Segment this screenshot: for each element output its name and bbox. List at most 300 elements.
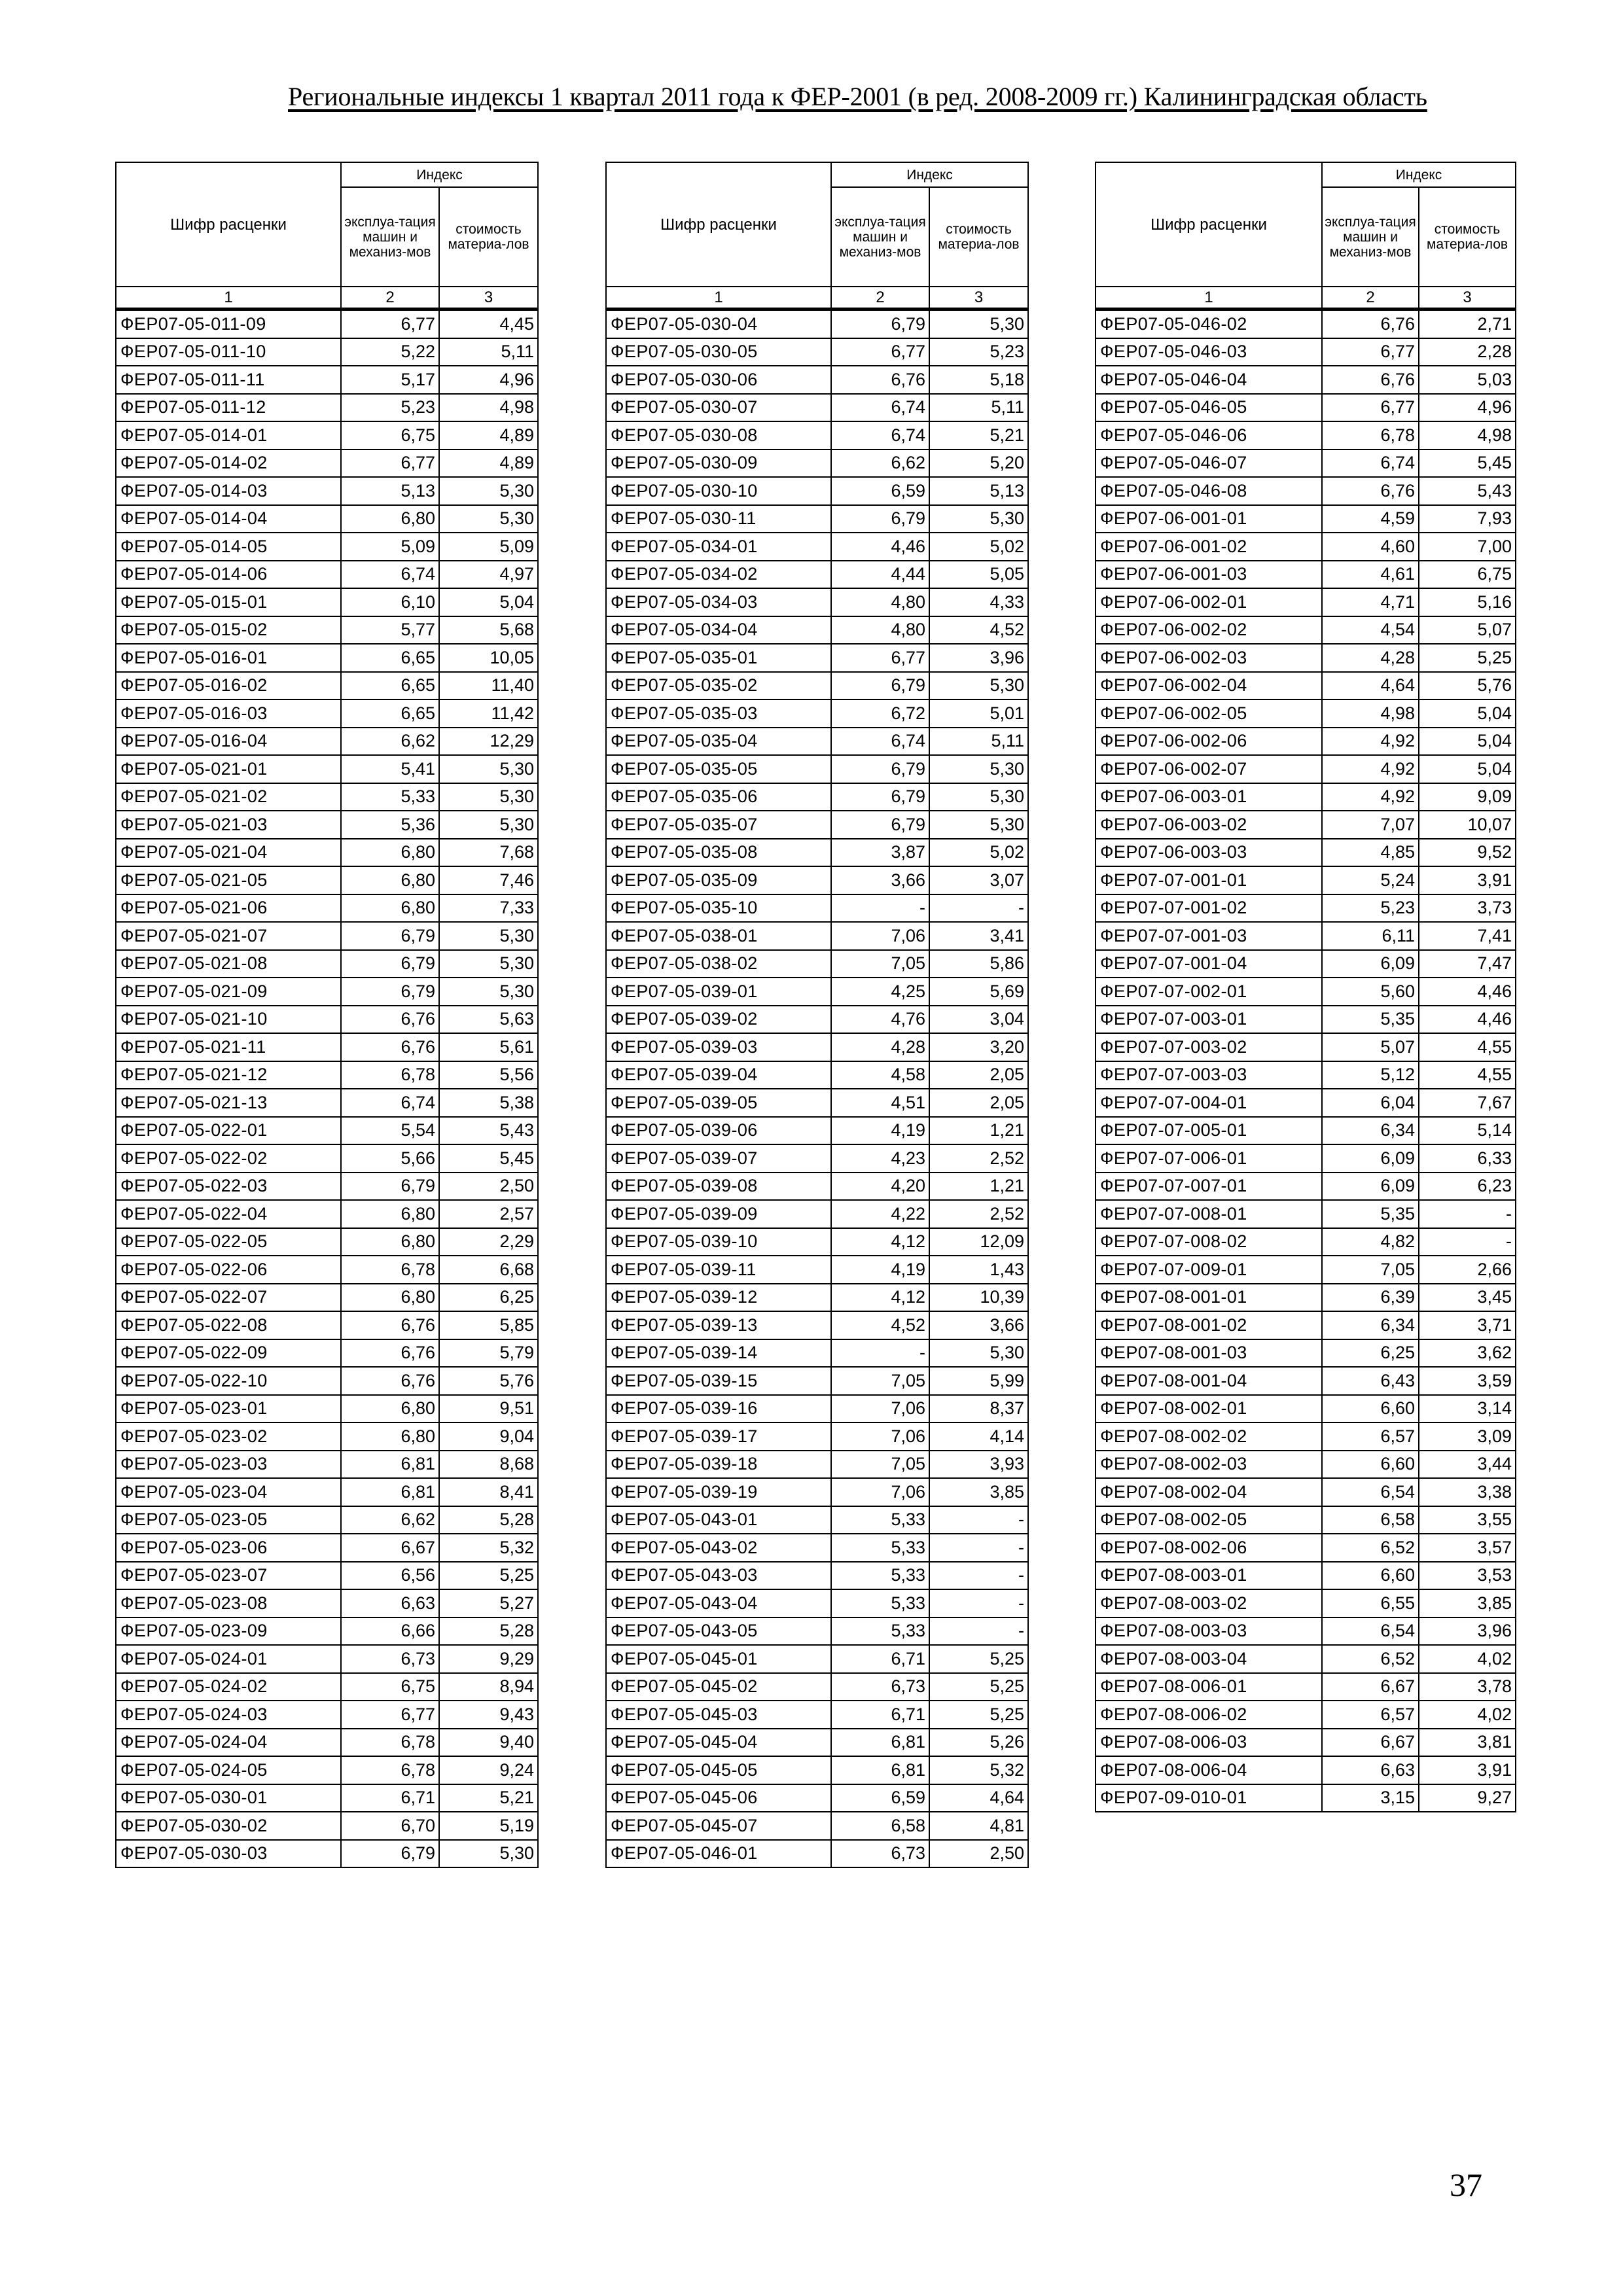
table-row	[1096, 309, 1516, 338]
materials-index-cell: 3,45	[1419, 1284, 1516, 1312]
rate-code-cell: ФЕР07-05-021-01	[116, 755, 341, 783]
rate-code-cell: ФЕР07-05-022-03	[116, 1173, 341, 1201]
table-row	[606, 644, 1028, 672]
rate-code-cell: ФЕР07-07-005-01	[1096, 1117, 1322, 1145]
rate-code-cell: ФЕР07-08-002-03	[1096, 1451, 1322, 1479]
machines-index-cell: 6,81	[831, 1729, 929, 1757]
machines-index-cell: 6,73	[831, 1840, 929, 1868]
machines-index-cell: 6,79	[831, 505, 929, 533]
table-row	[1096, 1061, 1516, 1089]
machines-index-cell: 5,60	[1322, 978, 1419, 1006]
column-header-materials: стоимость материа-лов	[929, 187, 1028, 287]
materials-index-cell: 6,75	[1419, 561, 1516, 589]
materials-index-cell: 12,09	[929, 1228, 1028, 1256]
materials-index-cell: 3,55	[1419, 1506, 1516, 1534]
machines-index-cell: 5,41	[341, 755, 439, 783]
rate-code-cell: ФЕР07-06-001-03	[1096, 561, 1322, 589]
rate-code-cell: ФЕР07-07-001-02	[1096, 894, 1322, 923]
machines-index-cell: 6,65	[341, 672, 439, 700]
rate-code-cell: ФЕР07-06-002-07	[1096, 755, 1322, 783]
machines-index-cell: 6,79	[831, 672, 929, 700]
materials-index-cell: 9,40	[439, 1729, 538, 1757]
machines-index-cell: 6,54	[1322, 1478, 1419, 1506]
materials-index-cell: 5,30	[929, 1339, 1028, 1368]
machines-index-cell: 6,80	[341, 894, 439, 923]
rate-code-cell: ФЕР07-05-035-02	[606, 672, 831, 700]
machines-index-cell: 4,98	[1322, 699, 1419, 728]
table-row	[116, 1617, 538, 1646]
column-number-1: 1	[116, 287, 341, 309]
materials-index-cell: 4,33	[929, 588, 1028, 616]
table-row	[116, 505, 538, 533]
machines-index-cell: 6,62	[831, 450, 929, 478]
machines-index-cell: 6,79	[341, 978, 439, 1006]
materials-index-cell: 5,23	[929, 338, 1028, 366]
machines-index-cell: 5,33	[831, 1562, 929, 1590]
machines-index-cell: 6,77	[1322, 394, 1419, 422]
machines-index-cell: 6,63	[1322, 1756, 1419, 1784]
rate-code-cell: ФЕР07-05-035-07	[606, 811, 831, 839]
machines-index-cell: 6,78	[341, 1729, 439, 1757]
rate-code-cell: ФЕР07-05-011-10	[116, 338, 341, 366]
table-row	[606, 1422, 1028, 1451]
machines-index-cell: 4,28	[1322, 644, 1419, 672]
column-header-materials: стоимость материа-лов	[439, 187, 538, 287]
table-row	[116, 1033, 538, 1061]
table-row	[606, 1173, 1028, 1201]
table-row	[1096, 839, 1516, 867]
table-row	[606, 1033, 1028, 1061]
column-number-2: 2	[831, 287, 929, 309]
materials-index-cell: 9,51	[439, 1395, 538, 1423]
table-row	[1096, 394, 1516, 422]
table-row	[1096, 1645, 1516, 1673]
materials-index-cell: 9,27	[1419, 1784, 1516, 1812]
table-row	[606, 783, 1028, 811]
table-row	[1096, 1311, 1516, 1339]
rate-code-cell: ФЕР07-05-043-04	[606, 1589, 831, 1617]
rate-code-cell: ФЕР07-06-001-01	[1096, 505, 1322, 533]
rate-code-cell: ФЕР07-05-024-01	[116, 1645, 341, 1673]
machines-index-cell: 6,71	[831, 1701, 929, 1729]
materials-index-cell: 5,13	[929, 477, 1028, 505]
rate-code-cell: ФЕР07-05-021-07	[116, 922, 341, 950]
materials-index-cell: 5,61	[439, 1033, 538, 1061]
materials-index-cell: 4,81	[929, 1812, 1028, 1840]
materials-index-cell: 5,68	[439, 616, 538, 645]
machines-index-cell: 4,92	[1322, 728, 1419, 756]
rate-code-cell: ФЕР07-05-023-07	[116, 1562, 341, 1590]
machines-index-cell: 5,54	[341, 1117, 439, 1145]
rate-code-cell: ФЕР07-07-008-02	[1096, 1228, 1322, 1256]
materials-index-cell: 5,85	[439, 1311, 538, 1339]
rate-code-cell: ФЕР07-05-024-05	[116, 1756, 341, 1784]
materials-index-cell: 5,04	[1419, 699, 1516, 728]
machines-index-cell: 6,58	[1322, 1506, 1419, 1534]
rate-code-cell: ФЕР07-05-039-03	[606, 1033, 831, 1061]
table-row	[606, 477, 1028, 505]
materials-index-cell: 5,01	[929, 699, 1028, 728]
materials-index-cell: 4,98	[1419, 421, 1516, 450]
machines-index-cell: 4,59	[1322, 505, 1419, 533]
materials-index-cell: 3,09	[1419, 1422, 1516, 1451]
rate-code-cell: ФЕР07-08-003-04	[1096, 1645, 1322, 1673]
rate-code-cell: ФЕР07-05-030-08	[606, 421, 831, 450]
materials-index-cell: 4,55	[1419, 1061, 1516, 1089]
rate-code-cell: ФЕР07-05-022-02	[116, 1144, 341, 1173]
table-row	[116, 755, 538, 783]
machines-index-cell: 5,77	[341, 616, 439, 645]
rate-code-cell: ФЕР07-08-006-02	[1096, 1701, 1322, 1729]
table-row	[606, 1729, 1028, 1757]
table-row	[606, 1701, 1028, 1729]
table-row	[116, 477, 538, 505]
rate-code-cell: ФЕР07-07-001-04	[1096, 950, 1322, 978]
table-row	[116, 421, 538, 450]
machines-index-cell: 6,72	[831, 699, 929, 728]
materials-index-cell: 5,30	[439, 505, 538, 533]
machines-index-cell: 6,74	[341, 561, 439, 589]
materials-index-cell: -	[929, 1506, 1028, 1534]
rate-code-cell: ФЕР07-05-039-13	[606, 1311, 831, 1339]
machines-index-cell: 6,62	[341, 1506, 439, 1534]
materials-index-cell: 5,69	[929, 978, 1028, 1006]
materials-index-cell: 5,32	[929, 1756, 1028, 1784]
rate-code-cell: ФЕР07-08-003-03	[1096, 1617, 1322, 1646]
machines-index-cell: 4,82	[1322, 1228, 1419, 1256]
materials-index-cell: 9,24	[439, 1756, 538, 1784]
table-row	[116, 366, 538, 394]
machines-index-cell: 5,24	[1322, 866, 1419, 894]
machines-index-cell: 6,62	[341, 728, 439, 756]
machines-index-cell: 6,52	[1322, 1534, 1419, 1562]
rate-code-cell: ФЕР07-05-021-11	[116, 1033, 341, 1061]
machines-index-cell: 6,79	[831, 755, 929, 783]
machines-index-cell: 6,80	[341, 1422, 439, 1451]
rate-code-cell: ФЕР07-05-043-03	[606, 1562, 831, 1590]
table-row	[606, 1812, 1028, 1840]
rate-code-cell: ФЕР07-06-002-02	[1096, 616, 1322, 645]
machines-index-cell: 4,92	[1322, 755, 1419, 783]
machines-index-cell: 6,78	[341, 1061, 439, 1089]
materials-index-cell: 5,25	[929, 1673, 1028, 1701]
machines-index-cell: 6,74	[831, 728, 929, 756]
table-row	[116, 894, 538, 923]
materials-index-cell: 7,46	[439, 866, 538, 894]
table-row	[116, 1534, 538, 1562]
rate-code-cell: ФЕР07-05-046-04	[1096, 366, 1322, 394]
materials-index-cell: 2,50	[929, 1840, 1028, 1868]
table-row	[1096, 1673, 1516, 1701]
materials-index-cell: 5,19	[439, 1812, 538, 1840]
materials-index-cell: 9,29	[439, 1645, 538, 1673]
table-row	[116, 950, 538, 978]
machines-index-cell: 5,33	[831, 1534, 929, 1562]
machines-index-cell: -	[831, 894, 929, 923]
machines-index-cell: 4,19	[831, 1256, 929, 1284]
materials-index-cell: 2,52	[929, 1144, 1028, 1173]
materials-index-cell: 5,03	[1419, 366, 1516, 394]
table-row	[606, 1673, 1028, 1701]
machines-index-cell: 6,34	[1322, 1117, 1419, 1145]
rate-code-cell: ФЕР07-05-039-19	[606, 1478, 831, 1506]
table-row	[606, 1784, 1028, 1812]
machines-index-cell: 6,79	[831, 783, 929, 811]
machines-index-cell: 6,10	[341, 588, 439, 616]
machines-index-cell: 5,23	[1322, 894, 1419, 923]
table-row	[606, 561, 1028, 589]
table-row	[606, 1006, 1028, 1034]
rate-code-cell: ФЕР07-07-003-03	[1096, 1061, 1322, 1089]
materials-index-cell: 5,30	[439, 978, 538, 1006]
machines-index-cell: 6,80	[341, 1395, 439, 1423]
machines-index-cell: 6,80	[341, 866, 439, 894]
rate-code-cell: ФЕР07-06-003-03	[1096, 839, 1322, 867]
table-row	[1096, 922, 1516, 950]
rate-code-cell: ФЕР07-05-015-01	[116, 588, 341, 616]
materials-index-cell: 2,57	[439, 1200, 538, 1228]
table-row	[606, 1200, 1028, 1228]
table-row	[116, 1395, 538, 1423]
materials-index-cell: -	[929, 894, 1028, 923]
page-title: Региональные индексы 1 квартал 2011 года к ФЕР-2001 (в ред. 2008-2009 гг.) Калининградская область	[288, 82, 1427, 111]
column-number-1: 1	[606, 287, 831, 309]
materials-index-cell: -	[929, 1617, 1028, 1646]
machines-index-cell: 6,76	[341, 1311, 439, 1339]
materials-index-cell: 3,38	[1419, 1478, 1516, 1506]
rate-code-cell: ФЕР07-05-021-04	[116, 839, 341, 867]
machines-index-cell: 7,05	[1322, 1256, 1419, 1284]
machines-index-cell: 4,20	[831, 1173, 929, 1201]
table-row	[116, 1367, 538, 1395]
table-row	[1096, 505, 1516, 533]
rate-code-cell: ФЕР07-05-045-04	[606, 1729, 831, 1757]
materials-index-cell: 10,05	[439, 644, 538, 672]
rate-code-cell: ФЕР07-05-024-04	[116, 1729, 341, 1757]
materials-index-cell: 4,55	[1419, 1033, 1516, 1061]
table-row	[606, 338, 1028, 366]
machines-index-cell: 6,80	[341, 1228, 439, 1256]
materials-index-cell: 5,86	[929, 950, 1028, 978]
materials-index-cell: 7,47	[1419, 950, 1516, 978]
rate-code-cell: ФЕР07-05-021-10	[116, 1006, 341, 1034]
machines-index-cell: 4,60	[1322, 533, 1419, 561]
materials-index-cell: 7,93	[1419, 505, 1516, 533]
machines-index-cell: 6,65	[341, 699, 439, 728]
materials-index-cell: 7,68	[439, 839, 538, 867]
machines-index-cell: 6,77	[341, 1701, 439, 1729]
table-row	[116, 1200, 538, 1228]
table-row	[116, 1228, 538, 1256]
materials-index-cell: 5,30	[929, 811, 1028, 839]
rate-code-cell: ФЕР07-08-002-02	[1096, 1422, 1322, 1451]
rate-code-cell: ФЕР07-05-015-02	[116, 616, 341, 645]
rate-code-cell: ФЕР07-05-039-17	[606, 1422, 831, 1451]
index-table-2	[605, 162, 1029, 1868]
machines-index-cell: 6,78	[341, 1256, 439, 1284]
rate-code-cell: ФЕР07-05-022-06	[116, 1256, 341, 1284]
rate-code-cell: ФЕР07-08-001-01	[1096, 1284, 1322, 1312]
rate-code-cell: ФЕР07-05-030-07	[606, 394, 831, 422]
rate-code-cell: ФЕР07-05-030-03	[116, 1840, 341, 1868]
table-row	[1096, 1339, 1516, 1368]
table-row	[606, 699, 1028, 728]
materials-index-cell: 1,43	[929, 1256, 1028, 1284]
machines-index-cell: 3,66	[831, 866, 929, 894]
rate-code-cell: ФЕР07-05-035-09	[606, 866, 831, 894]
machines-index-cell: 6,79	[831, 309, 929, 338]
table-row	[1096, 338, 1516, 366]
machines-index-cell: 7,05	[831, 1451, 929, 1479]
materials-index-cell: 5,30	[929, 672, 1028, 700]
materials-index-cell: 5,30	[929, 755, 1028, 783]
materials-index-cell: 3,93	[929, 1451, 1028, 1479]
machines-index-cell: 4,58	[831, 1061, 929, 1089]
rate-code-cell: ФЕР07-05-039-11	[606, 1256, 831, 1284]
rate-code-cell: ФЕР07-05-021-03	[116, 811, 341, 839]
materials-index-cell: 1,21	[929, 1117, 1028, 1145]
rate-code-cell: ФЕР07-05-034-04	[606, 616, 831, 645]
rate-code-cell: ФЕР07-05-046-08	[1096, 477, 1322, 505]
table-row	[606, 866, 1028, 894]
rate-code-cell: ФЕР07-05-021-06	[116, 894, 341, 923]
table-row	[606, 1144, 1028, 1173]
machines-index-cell: 6,09	[1322, 950, 1419, 978]
machines-index-cell: 4,12	[831, 1228, 929, 1256]
rate-code-cell: ФЕР07-05-030-04	[606, 309, 831, 338]
materials-index-cell: 5,63	[439, 1006, 538, 1034]
machines-index-cell: 6,09	[1322, 1173, 1419, 1201]
rate-code-cell: ФЕР07-05-043-02	[606, 1534, 831, 1562]
table-row	[116, 728, 538, 756]
rate-code-cell: ФЕР07-05-045-07	[606, 1812, 831, 1840]
machines-index-cell: 7,06	[831, 1478, 929, 1506]
table-row	[116, 1061, 538, 1089]
machines-index-cell: 6,65	[341, 644, 439, 672]
materials-index-cell: 2,66	[1419, 1256, 1516, 1284]
table-row	[1096, 866, 1516, 894]
machines-index-cell: 6,76	[1322, 477, 1419, 505]
machines-index-cell: 4,64	[1322, 672, 1419, 700]
rate-code-cell: ФЕР07-06-002-01	[1096, 588, 1322, 616]
table-row	[606, 1061, 1028, 1089]
table-row	[116, 1506, 538, 1534]
materials-index-cell: 3,91	[1419, 1756, 1516, 1784]
materials-index-cell: 4,14	[929, 1422, 1028, 1451]
machines-index-cell: 4,22	[831, 1200, 929, 1228]
materials-index-cell: 4,89	[439, 421, 538, 450]
table-row	[116, 1173, 538, 1201]
rate-code-cell: ФЕР07-05-039-07	[606, 1144, 831, 1173]
machines-index-cell: 6,76	[1322, 366, 1419, 394]
table-row	[116, 1840, 538, 1868]
rate-code-cell: ФЕР07-05-030-01	[116, 1784, 341, 1812]
materials-index-cell: 6,23	[1419, 1173, 1516, 1201]
column-number-3: 3	[1419, 287, 1516, 309]
machines-index-cell: 6,66	[341, 1617, 439, 1646]
materials-index-cell: 5,21	[439, 1784, 538, 1812]
table-row	[1096, 1422, 1516, 1451]
machines-index-cell: 5,12	[1322, 1061, 1419, 1089]
table-row	[606, 1117, 1028, 1145]
materials-index-cell: 5,28	[439, 1617, 538, 1646]
table-row	[1096, 978, 1516, 1006]
table-row	[606, 1840, 1028, 1868]
materials-index-cell: 3,57	[1419, 1534, 1516, 1562]
materials-index-cell: 4,02	[1419, 1645, 1516, 1673]
materials-index-cell: 5,25	[439, 1562, 538, 1590]
rate-code-cell: ФЕР07-05-043-01	[606, 1506, 831, 1534]
machines-index-cell: 6,52	[1322, 1645, 1419, 1673]
materials-index-cell: 2,29	[439, 1228, 538, 1256]
materials-index-cell: 3,73	[1419, 894, 1516, 923]
machines-index-cell: 6,60	[1322, 1451, 1419, 1479]
machines-index-cell: 6,76	[341, 1006, 439, 1034]
rate-code-cell: ФЕР07-08-006-04	[1096, 1756, 1322, 1784]
table-row	[606, 950, 1028, 978]
materials-index-cell: 5,20	[929, 450, 1028, 478]
rate-code-cell: ФЕР07-05-030-11	[606, 505, 831, 533]
machines-index-cell: 3,15	[1322, 1784, 1419, 1812]
machines-index-cell: 4,44	[831, 561, 929, 589]
machines-index-cell: 5,35	[1322, 1200, 1419, 1228]
rate-code-cell: ФЕР07-05-035-05	[606, 755, 831, 783]
materials-index-cell: 10,39	[929, 1284, 1028, 1312]
rate-code-cell: ФЕР07-05-014-04	[116, 505, 341, 533]
rate-code-cell: ФЕР07-08-006-01	[1096, 1673, 1322, 1701]
materials-index-cell: 5,02	[929, 839, 1028, 867]
rate-code-cell: ФЕР07-05-045-02	[606, 1673, 831, 1701]
table-row	[1096, 1395, 1516, 1423]
machines-index-cell: 4,61	[1322, 561, 1419, 589]
machines-index-cell: 6,79	[341, 1173, 439, 1201]
rate-code-cell: ФЕР07-05-022-05	[116, 1228, 341, 1256]
materials-index-cell: 3,04	[929, 1006, 1028, 1034]
rate-code-cell: ФЕР07-05-039-14	[606, 1339, 831, 1368]
table-row	[116, 1673, 538, 1701]
materials-index-cell: 5,56	[439, 1061, 538, 1089]
machines-index-cell: 6,58	[831, 1812, 929, 1840]
materials-index-cell: 3,62	[1419, 1339, 1516, 1368]
column-header-index: Индекс	[1322, 162, 1516, 187]
machines-index-cell: 6,63	[341, 1589, 439, 1617]
rate-code-cell: ФЕР07-05-024-03	[116, 1701, 341, 1729]
table-row	[1096, 699, 1516, 728]
table-row	[1096, 1117, 1516, 1145]
table-row	[1096, 450, 1516, 478]
materials-index-cell: 3,81	[1419, 1729, 1516, 1757]
table-row	[116, 309, 538, 338]
machines-index-cell: 6,11	[1322, 922, 1419, 950]
rate-code-cell: ФЕР07-08-001-02	[1096, 1311, 1322, 1339]
materials-index-cell: 5,04	[1419, 728, 1516, 756]
table-row	[1096, 533, 1516, 561]
materials-index-cell: 6,33	[1419, 1144, 1516, 1173]
table-row	[606, 1534, 1028, 1562]
table-row	[1096, 1451, 1516, 1479]
materials-index-cell: 5,14	[1419, 1117, 1516, 1145]
rate-code-cell: ФЕР07-07-001-03	[1096, 922, 1322, 950]
rate-code-cell: ФЕР07-05-014-06	[116, 561, 341, 589]
materials-index-cell: 9,09	[1419, 783, 1516, 811]
table-row	[1096, 366, 1516, 394]
machines-index-cell: 6,67	[1322, 1729, 1419, 1757]
machines-index-cell: 6,59	[831, 1784, 929, 1812]
materials-index-cell: 5,07	[1419, 616, 1516, 645]
rate-code-cell: ФЕР07-05-035-06	[606, 783, 831, 811]
materials-index-cell: -	[929, 1562, 1028, 1590]
rate-code-cell: ФЕР07-05-023-08	[116, 1589, 341, 1617]
